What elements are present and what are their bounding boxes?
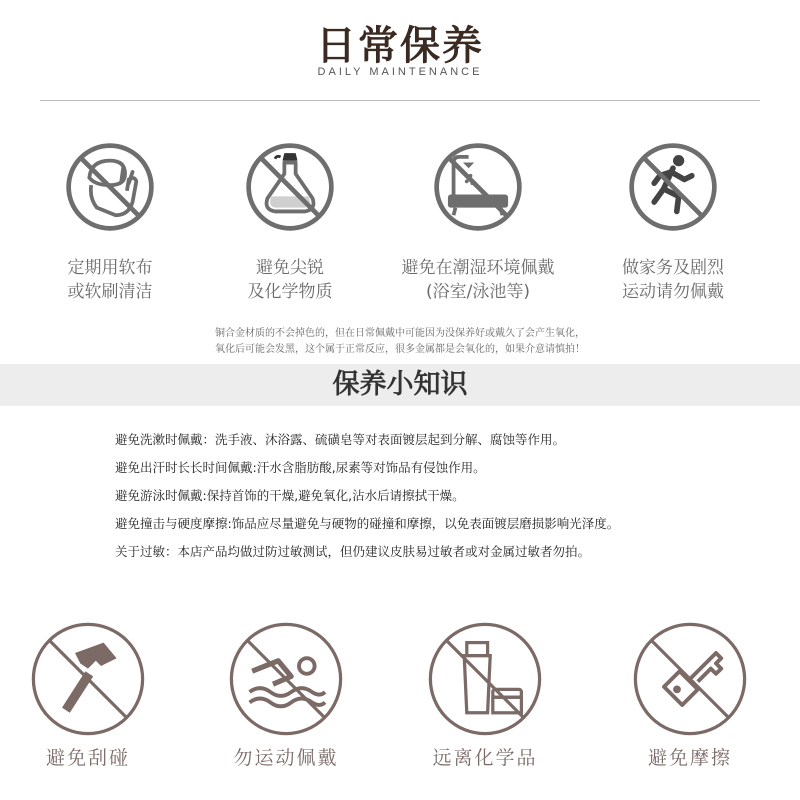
hammer-icon <box>23 614 153 744</box>
avoid-item <box>0 614 188 770</box>
avoid-caption: 避免摩擦 <box>647 747 732 769</box>
oxidation-note: 铜合金材质的不会掉色的，但在日常佩戴中可能因为没保养好或戴久了会产生氧化， 氧化后可能会发黑，这个属于正常反应，很多金属都是会氧化的，如果介意请慎拍！ <box>215 328 585 355</box>
tip-item: 避免出汗时长长时间佩戴:汗水含脂肪酸,尿素等对饰品有侵蚀作用。 <box>115 460 486 475</box>
bathtub-shower-icon <box>431 140 525 234</box>
care-item <box>10 140 210 304</box>
divider <box>40 100 760 101</box>
care-caption: 避免在潮湿环境佩戴 (浴室/泳池等) <box>401 258 555 302</box>
care-caption: 做家务及剧烈 运动请勿佩戴 <box>622 258 724 302</box>
avoid-caption: 勿运动佩戴 <box>233 747 339 769</box>
avoid-item <box>385 614 585 770</box>
tip-item: 关于过敏：本店产品均做过防过敏测试，但仍建议皮肤易过敏者或对金属过敏者勿拍。 <box>115 544 591 559</box>
care-caption: 避免尖锐 及化学物质 <box>247 258 333 302</box>
tip-item: 避免洗漱时佩戴：洗手液、沐浴露、硫磺皂等对表面镀层起到分解、腐蚀等作用。 <box>115 432 566 447</box>
key-icon <box>625 614 755 744</box>
tip-item: 避免撞击与硬度摩擦:饰品应尽量避免与硬物的碰撞和摩擦，以免表面镀层磨损影响光泽度。 <box>115 516 620 531</box>
swimmer-icon <box>221 614 351 744</box>
section-title: 保养小知识 <box>332 369 468 400</box>
hand-cloth-icon <box>63 140 157 234</box>
page-title: 日常保养 <box>316 22 484 69</box>
care-caption: 定期用软布 或软刷清洁 <box>67 258 153 302</box>
page-subtitle: DAILY MAINTENANCE <box>317 66 483 78</box>
avoid-caption: 远离化学品 <box>432 747 538 769</box>
avoid-item <box>186 614 386 770</box>
tip-item: 避免游泳时佩戴:保持首饰的干燥,避免氧化,沾水后请擦拭干燥。 <box>115 488 465 503</box>
avoid-item <box>590 614 790 770</box>
care-item <box>190 140 390 304</box>
tips-list <box>115 430 715 570</box>
cosmetics-icon <box>420 614 550 744</box>
care-item <box>573 140 773 304</box>
avoid-caption: 避免刮碰 <box>45 747 130 769</box>
care-item <box>378 140 578 304</box>
running-person-icon <box>626 140 720 234</box>
chemical-bottle-icon <box>243 140 337 234</box>
